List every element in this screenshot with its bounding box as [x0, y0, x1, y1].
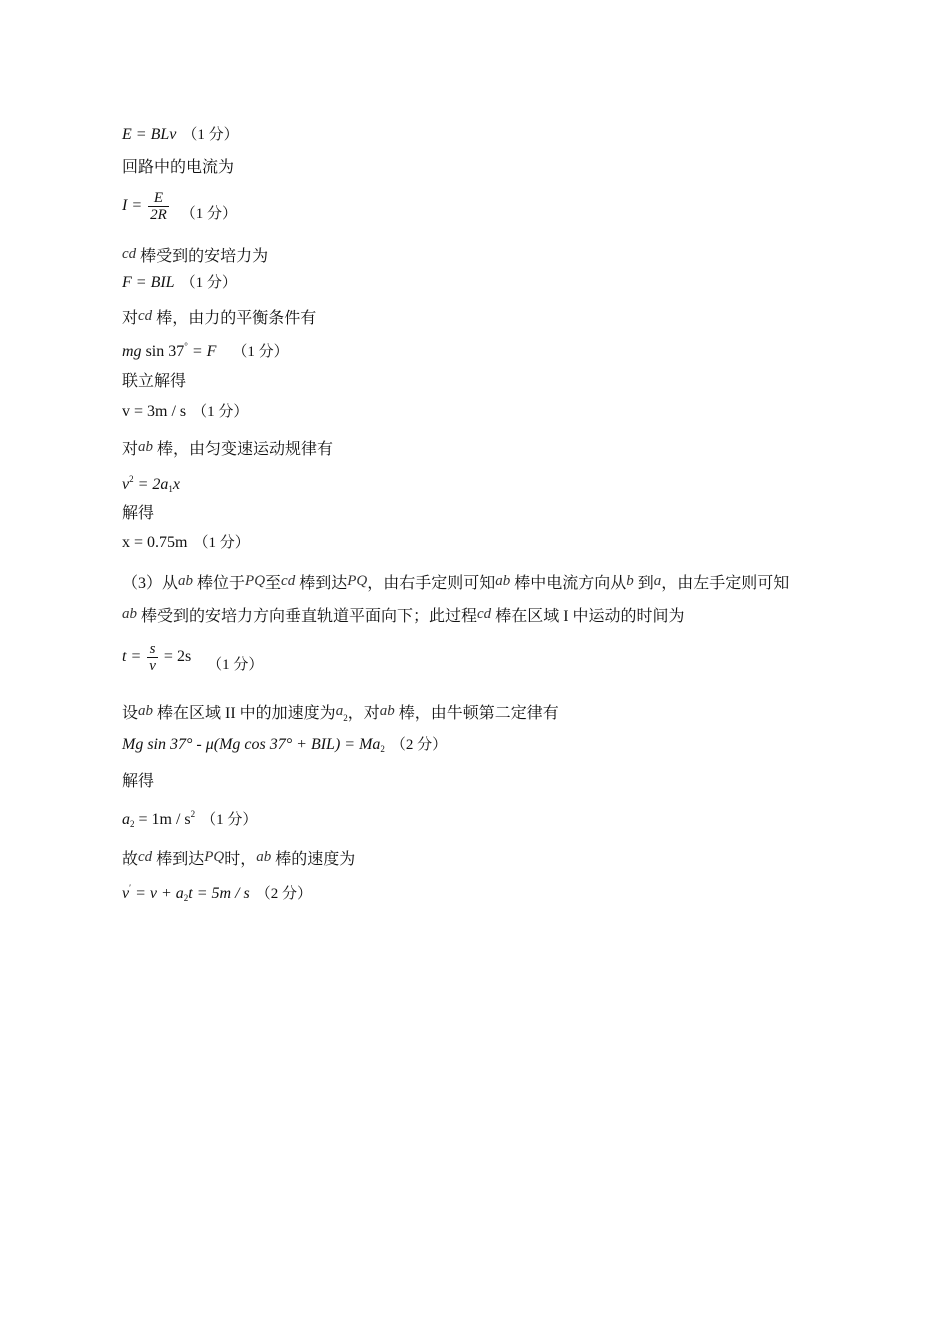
formula: t = 5m / s: [188, 885, 250, 902]
equation-final-velocity: [122, 878, 312, 908]
equation-displacement: [122, 533, 250, 553]
fraction-numerator: E: [148, 190, 169, 207]
text: 棒在区域 II 中的加速度为: [157, 705, 336, 722]
formula: F = BIL: [122, 274, 175, 291]
formula: = 2a: [133, 476, 169, 493]
fraction: [148, 190, 169, 223]
text-line: 回路中的电流为: [122, 159, 235, 176]
text-line: [122, 701, 559, 728]
equation-kinematics: [122, 469, 180, 499]
equation-newton: [122, 735, 447, 759]
text: ，由左手定则可知: [661, 575, 790, 592]
formula: v = 3m / s: [122, 403, 187, 420]
variable: cd: [281, 573, 296, 589]
fraction-denominator: v: [149, 657, 156, 674]
variable: cd: [138, 308, 153, 324]
score-label: （1 分）: [193, 535, 250, 551]
equation-force: [122, 273, 237, 293]
subscript: 2: [183, 893, 189, 903]
text: 棒，由牛顿第二定律有: [398, 705, 559, 722]
variable: cd: [138, 849, 153, 865]
text: 棒的速度为: [275, 851, 356, 868]
score-label: （1 分）: [180, 206, 238, 222]
formula: v: [122, 885, 130, 902]
variable: a: [653, 573, 662, 589]
score-label: （1 分）: [180, 275, 237, 291]
formula-lhs: I =: [122, 197, 143, 214]
variable: ab: [495, 573, 511, 589]
text: 时，: [224, 851, 257, 868]
variable: a: [335, 703, 344, 719]
superscript: ′: [129, 883, 132, 893]
text: 至: [265, 575, 282, 592]
subscript: 2: [380, 744, 385, 754]
formula: = v + a: [131, 885, 184, 902]
text: 棒在区域 I 中运动的时间为: [495, 608, 685, 625]
subscript: 2: [130, 819, 135, 829]
formula: v: [122, 476, 130, 493]
variable: cd: [122, 246, 137, 262]
text-line: [122, 306, 316, 329]
equation-balance: [122, 336, 289, 362]
text-line: [122, 244, 268, 267]
formula: = F: [187, 343, 217, 360]
formula: x: [172, 476, 181, 493]
variable: ab: [138, 439, 154, 455]
subscript: 2: [343, 713, 348, 723]
formula: E = BLv: [122, 126, 177, 143]
variable: ab: [379, 703, 395, 719]
variable: PQ: [245, 573, 266, 589]
formula-rhs: = 2s: [163, 648, 192, 665]
formula: sin 37: [145, 343, 185, 360]
text: 棒中电流方向从: [514, 575, 627, 592]
text-line: [122, 571, 789, 594]
superscript: °: [184, 341, 188, 351]
formula: mg: [122, 343, 142, 360]
formula: Mg sin 37° - μ(Mg cos 37° + BIL) = Ma: [122, 736, 381, 753]
variable: ab: [122, 606, 137, 622]
equation-time: [122, 638, 263, 684]
text-line: [122, 847, 355, 870]
equation-current: [122, 188, 237, 232]
variable: ab: [256, 849, 272, 865]
score-label: （1 分）: [207, 657, 264, 673]
text-line: 联立解得: [122, 373, 187, 390]
score-label: （1 分）: [192, 404, 249, 420]
text: 棒，由匀变速运动规律有: [157, 441, 334, 458]
superscript: 2: [129, 474, 134, 484]
text: 棒受到的安培力方向垂直轨道平面向下；此过程: [141, 608, 478, 625]
subscript: 1: [168, 484, 173, 494]
text: 对: [122, 441, 139, 458]
text: 棒位于: [197, 575, 246, 592]
variable: cd: [477, 606, 492, 622]
score-label: （1 分）: [232, 344, 289, 360]
text: 故: [122, 851, 139, 868]
equation-emf: [122, 125, 239, 145]
superscript: 2: [190, 809, 196, 819]
equation-velocity: [122, 402, 248, 422]
text-line: [122, 604, 685, 627]
variable: ab: [138, 703, 154, 719]
formula: a: [122, 811, 130, 828]
text: 棒，由力的平衡条件有: [156, 310, 317, 327]
text-line: [122, 437, 333, 460]
variable: PQ: [347, 573, 368, 589]
text: 棒到达: [299, 575, 348, 592]
score-label: （2 分）: [255, 886, 313, 902]
text: （3）从: [122, 575, 179, 592]
equation-acceleration: [122, 804, 257, 834]
score-label: （1 分）: [182, 127, 239, 143]
text: 设: [122, 705, 139, 722]
variable: b: [626, 573, 634, 589]
text: 到: [637, 575, 654, 592]
fraction-numerator: s: [147, 641, 158, 658]
formula-lhs: t =: [122, 648, 142, 665]
variable: PQ: [204, 849, 225, 865]
fraction: [147, 641, 158, 674]
text-line: 解得: [122, 505, 155, 522]
fraction-denominator: 2R: [150, 206, 167, 223]
variable: ab: [178, 573, 194, 589]
text-line: 解得: [122, 773, 155, 790]
formula: = 1m / s: [134, 811, 191, 828]
score-label: （2 分）: [390, 737, 448, 753]
formula: x = 0.75m: [122, 534, 188, 551]
text: ，由右手定则可知: [367, 575, 496, 592]
score-label: （1 分）: [201, 812, 258, 828]
text: 棒受到的安培力为: [140, 248, 269, 265]
text: 对: [122, 310, 139, 327]
text: 棒到达: [156, 851, 205, 868]
text: ，对: [347, 705, 380, 722]
